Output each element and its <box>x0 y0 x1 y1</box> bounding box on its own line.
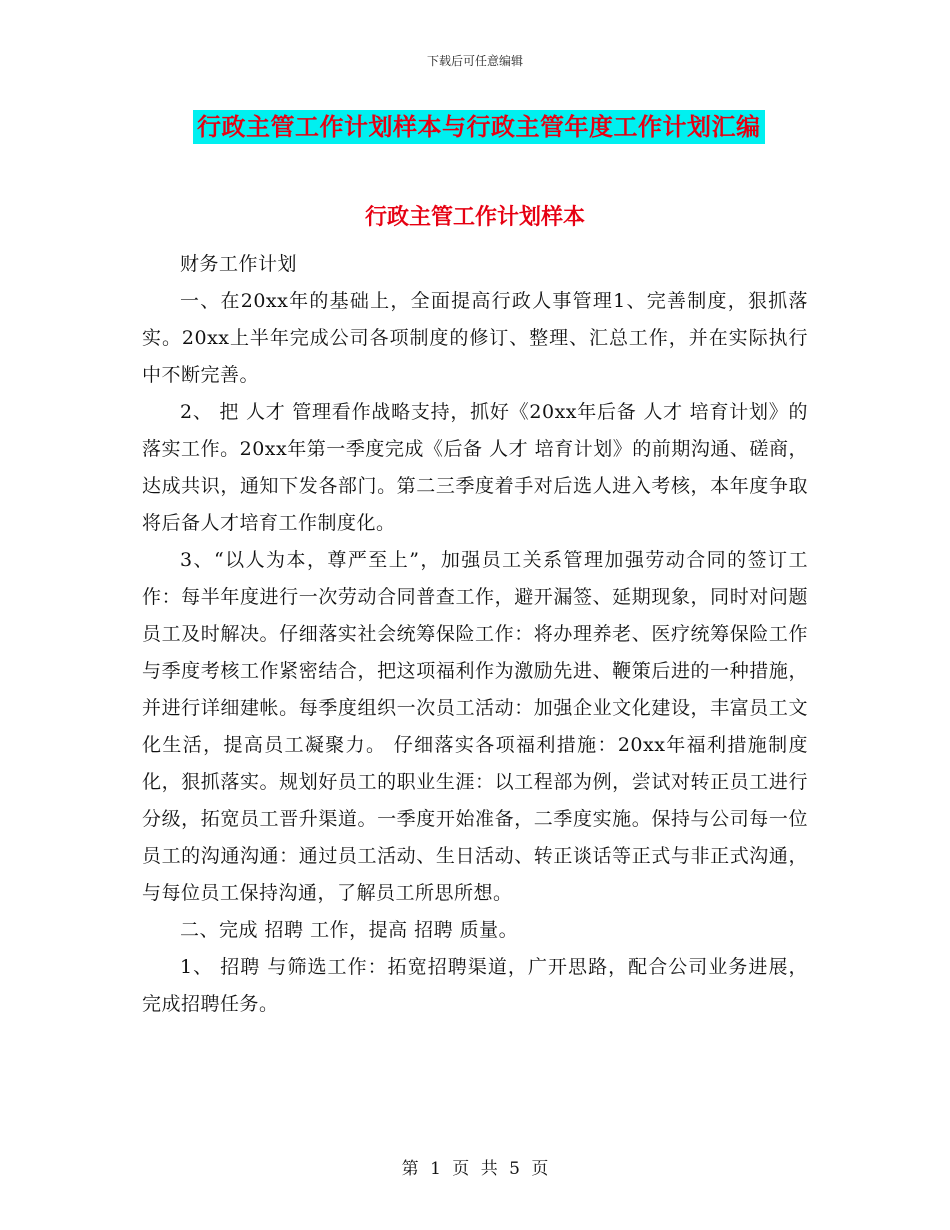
paragraph-heading: 财务工作计划 <box>180 253 298 275</box>
paragraph: 3、“以人为本，尊严至上”，加强员工关系管理加强劳动合同的签订工作：每半年度进行一次劳动合同普查工作，避开漏签、延期现象，同时对问题员工及时解决。仔细落实社会统筹保险工作：将办理养老、医疗统筹保险工作与季度考核工作紧密结合，把这项福利作为激励先进、鞭策后进的一种措施，并进行详细建帐。每季度组织一次员工活动：加强企业文化建设，丰富员工文化生活，提高员工凝聚力。 仔细落实各项福利措施：20xx年福利措施制度化，狠抓落实。规划好员工的职业生涯：以工程部为例，尝试对转正员工进行分级，拓宽员工晋升渠道。一季度开始准备，二季度实施。保持与公司每一位员工的沟通沟通：通过员工活动、生日活动、转正谈话等正式与非正式沟通，与每位员工保持沟通，了解员工所思所想。 <box>142 549 808 904</box>
paragraph: 1、 招聘 与筛选工作：拓宽招聘渠道，广开思路，配合公司业务进展，完成招聘任务。 <box>142 956 808 1015</box>
header-note: 下载后可任意编辑 <box>426 54 523 68</box>
paragraph: 二、完成 招聘 工作，提高 招聘 质量。 <box>180 919 519 941</box>
document-title: 行政主管工作计划样本与行政主管年度工作计划汇编 <box>193 110 765 144</box>
paragraph: 2、 把 人才 管理看作战略支持，抓好《20xx年后备 人才 培育计划》的落实工作。20xx年第一季度完成《后备 人才 培育计划》的前期沟通、磋商，达成共识，通知下发各部门。第二三季度着手对后选人进入考核，本年度争取将后备人才培育工作制度化。 <box>142 401 808 534</box>
body-text <box>142 246 808 1023</box>
paragraph: 一、在20xx年的基础上，全面提高行政人事管理1、完善制度，狠抓落实。20xx上半年完成公司各项制度的修订、整理、汇总工作，并在实际执行中不断完善。 <box>142 290 808 386</box>
section-title: 行政主管工作计划样本 <box>364 204 585 230</box>
page-footer: 第 1 页 共 5 页 <box>401 1159 549 1179</box>
